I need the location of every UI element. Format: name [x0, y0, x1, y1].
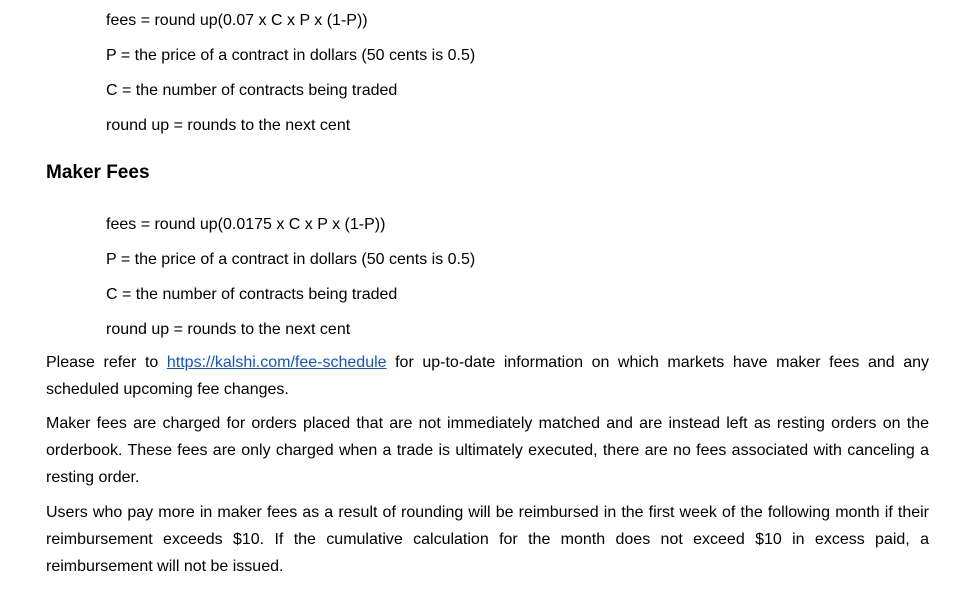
fee-schedule-paragraph [46, 349, 929, 403]
taker-price-definition: P = the price of a contract in dollars (50 cents is 0.5) [106, 47, 476, 64]
maker-contracts-definition: C = the number of contracts being traded [106, 286, 398, 303]
taker-contracts-definition: C = the number of contracts being traded [106, 82, 398, 99]
taker-round-up-definition: round up = rounds to the next cent [106, 117, 351, 134]
fee-schedule-link[interactable]: https://kalshi.com/fee-schedule [166, 354, 387, 371]
maker-fee-formula: fees = round up(0.0175 x C x P x (1-P)) [106, 216, 386, 233]
reimbursement-paragraph: Users who pay more in maker fees as a result of rounding will be reimbursed in the first week of the following month if their reimbursement exceeds $10. If the cumulative calculation for the month does not exceed $10 in excess paid, a reimbursement will not be issued. [46, 504, 929, 575]
maker-price-definition: P = the price of a contract in dollars (50 cents is 0.5) [106, 251, 476, 268]
taker-fee-formula: fees = round up(0.07 x C x P x (1-P)) [106, 12, 368, 29]
maker-fees-heading: Maker Fees [46, 162, 150, 183]
fee-schedule-text-before: Please refer to [46, 354, 167, 371]
maker-fees-explanation-paragraph: Maker fees are charged for orders placed that are not immediately matched and are instead left as resting orders on the orderbook. These fees are only charged when a trade is ultimately executed, there are no fees associated with canceling a resting order. [46, 415, 929, 486]
maker-round-up-definition: round up = rounds to the next cent [106, 321, 351, 338]
fee-schedule-text-after: for up-to-date information on which markets have maker fees and any scheduled upcoming fee changes. [46, 354, 930, 398]
